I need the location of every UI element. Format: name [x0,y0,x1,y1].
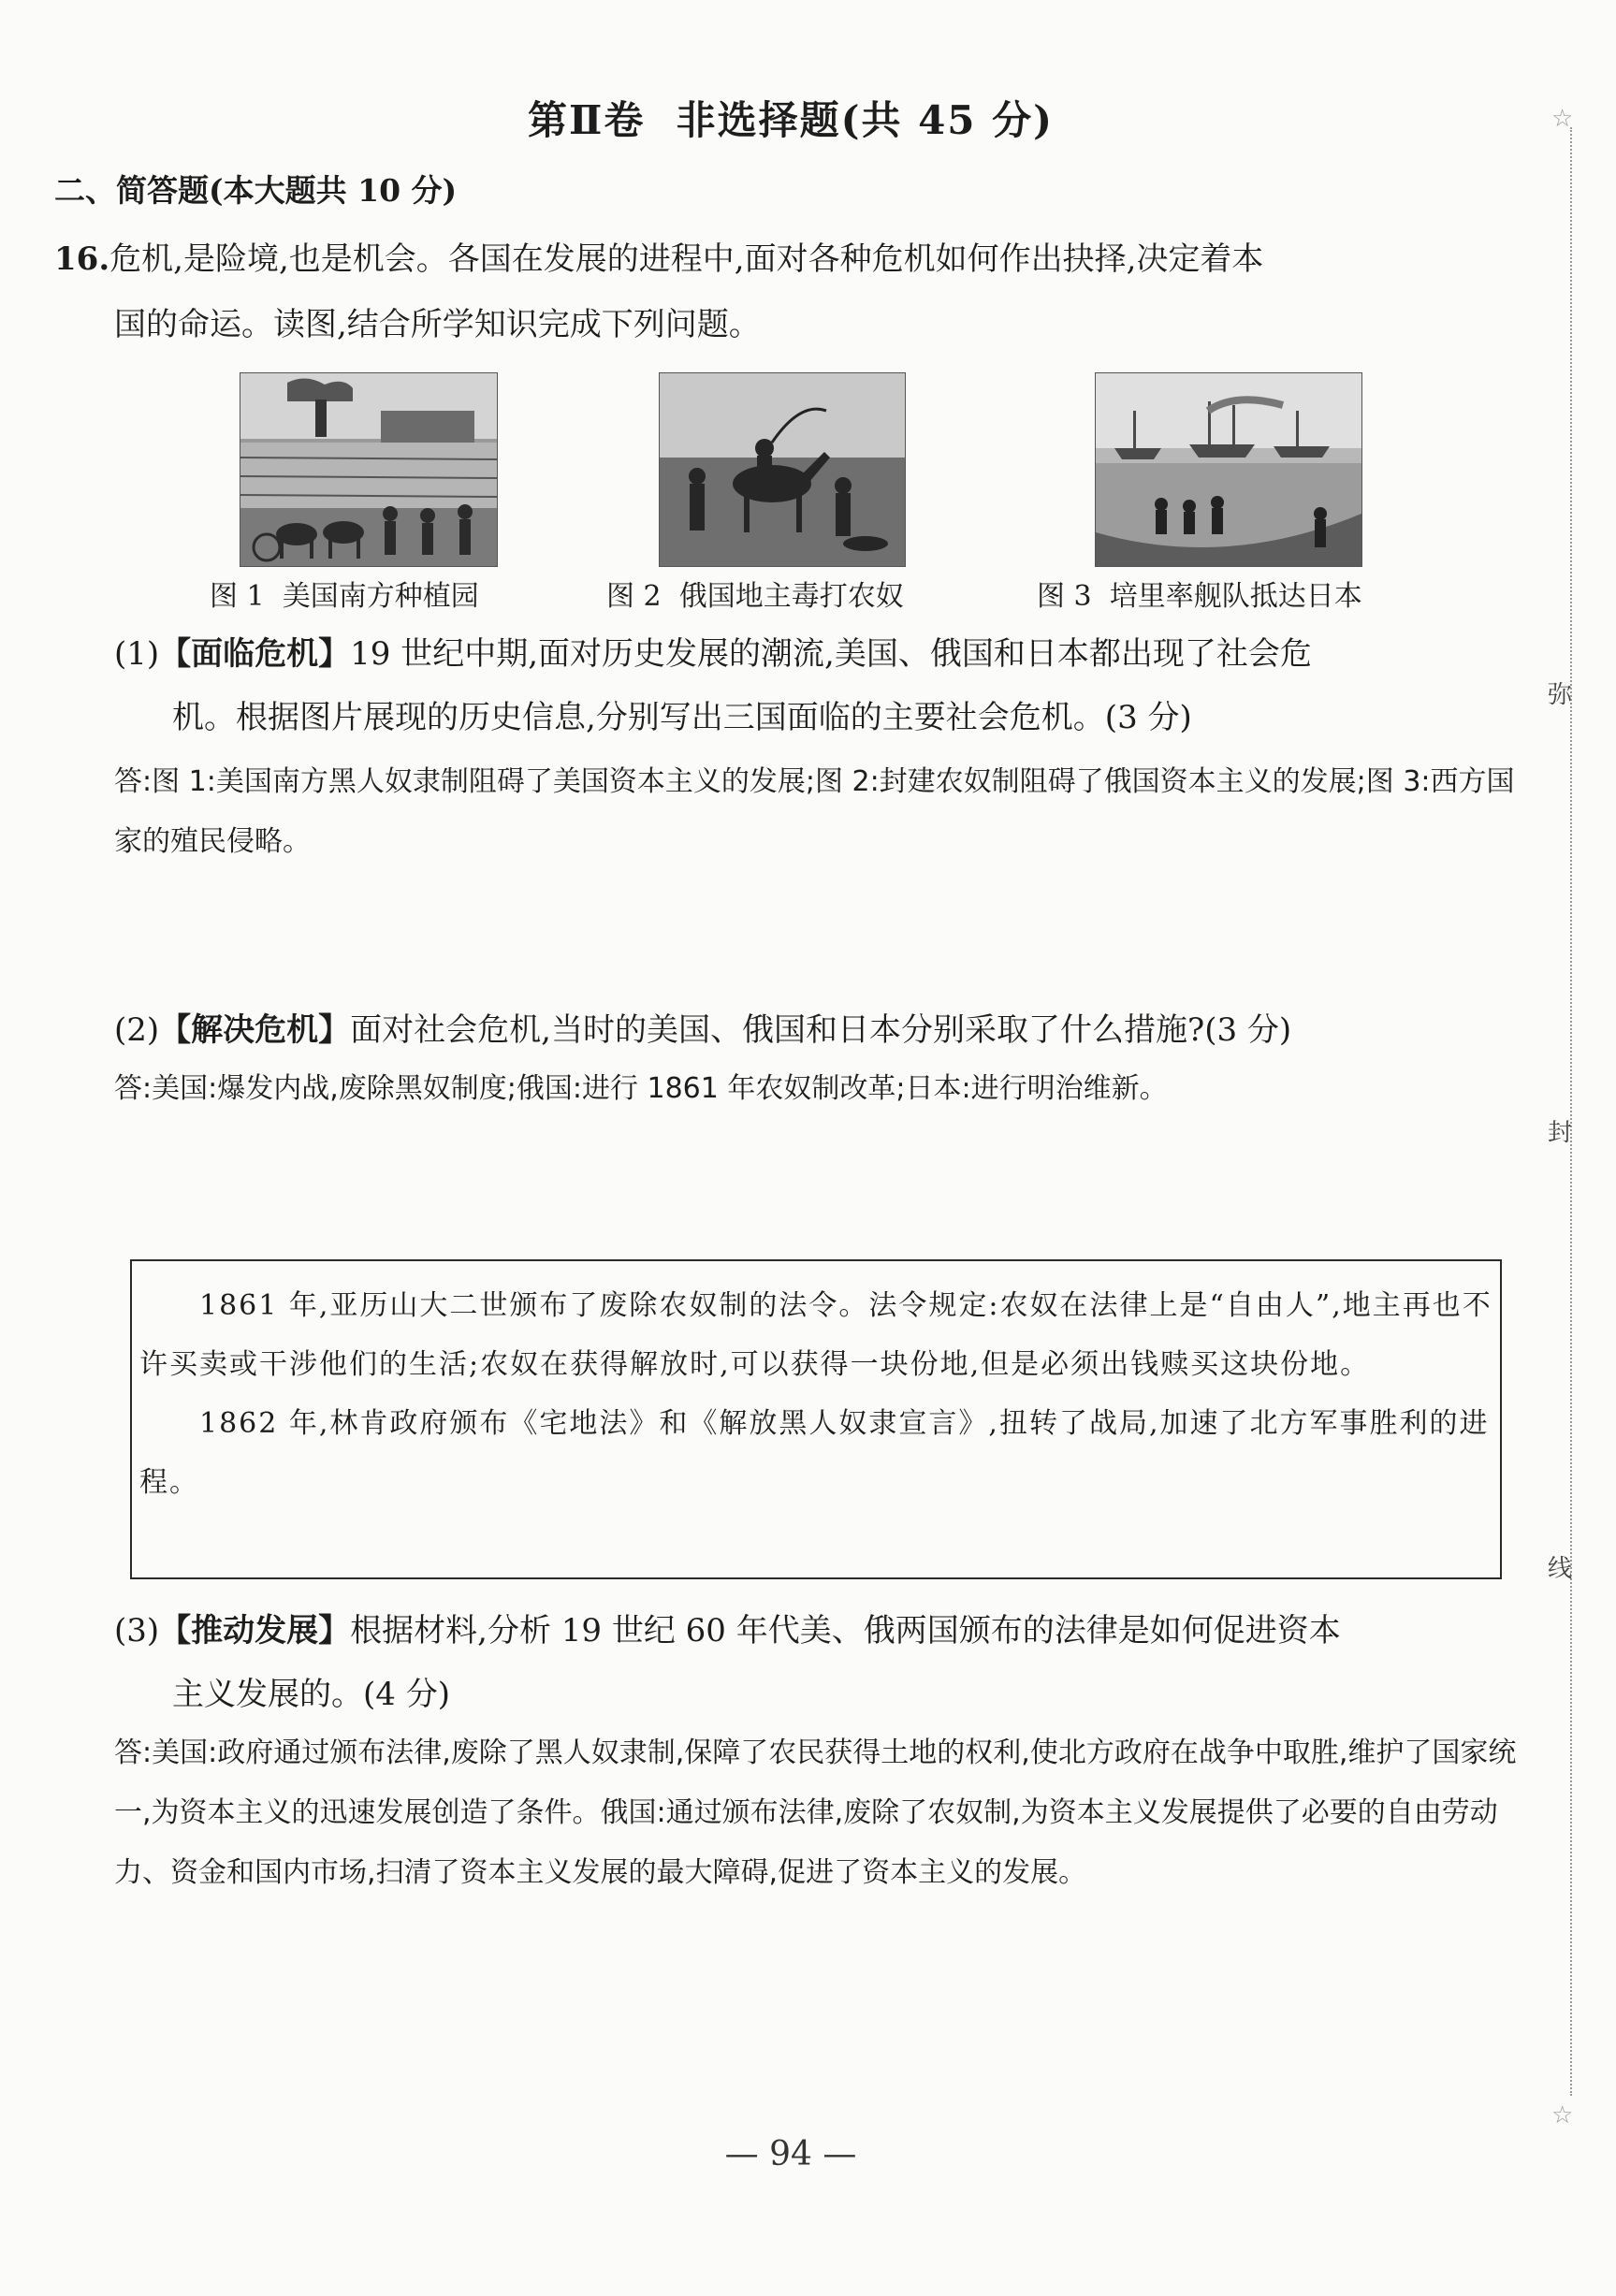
part-2-line1: 面对社会危机,当时的美国、俄国和日本分别采取了什么措施?(3 分) [350,1011,1292,1049]
figure-1-plantation [240,372,498,567]
margin-char-feng: 封 [1548,1119,1573,1147]
section-heading: 二、简答题(本大题共 10 分) [54,172,458,209]
page-title: 第Ⅱ卷 非选择题(共 45 分) [527,97,1055,143]
part-1-prompt [114,621,1536,687]
part-3-tag: 【推动发展】 [159,1612,351,1649]
question-intro-line1: 危机,是险境,也是机会。各国在发展的进程中,面对各种危机如何作出抉择,决定着本 [109,240,1264,278]
figure-2-caption: 图 2 俄国地主毒打农奴 [606,580,904,613]
material-paragraph-1: 1861 年,亚历山大二世颁布了废除农奴制的法令。法令规定:农奴在法律上是“自由人”,地主再也不许买卖或干涉他们的生活;农奴在获得解放时,可以获得一块份地,但是必须出钱赎买这块份地。 [139,1289,1492,1381]
part-1-line1: 19 世纪中期,面对历史发展的潮流,美国、俄国和日本都出现了社会危 [350,635,1312,673]
part-1-tag: 【面临危机】 [159,635,351,673]
material-paragraph-2: 1862 年,林肯政府颁布《宅地法》和《解放黑人奴隶宣言》,扭转了战局,加速了北方军事胜利的进程。 [139,1407,1490,1499]
part-1-line2: 机。根据图片展现的历史信息,分别写出三国面临的主要社会危机。(3 分) [172,699,1192,736]
material-box [130,1259,1502,1579]
margin-char-xian: 线 [1548,1555,1573,1583]
part-2-prompt [114,997,1291,1063]
star-icon: ☆ [1551,2101,1574,2129]
part-3-line1: 根据材料,分析 19 世纪 60 年代美、俄两国颁布的法律是如何促进资本 [350,1612,1341,1649]
part-2-answer: 答:美国:爆发内战,废除黑奴制度;俄国:进行 1861 年农奴制改革;日本:进行明治维新。 [114,1072,1168,1105]
part-3-answer: 答:美国:政府通过颁布法律,废除了黑人奴隶制,保障了农民获得土地的权利,使北方政府在战争中取胜,维护了国家统一,为资本主义的迅速发展创造了条件。俄国:通过颁布法律,废除了农奴制,为资本主义发展提供了必要的自由劳动力、资金和国内市场,扫清了资本主义发展的最大障碍,促进了资本主义的发展。 [114,1737,1517,1889]
question-number: 16. [54,240,110,278]
page-number: — 94 — [724,2135,857,2173]
figure-2-serf-beating [659,372,906,567]
question-intro-line2: 国的命运。读图,结合所学知识完成下列问题。 [114,306,761,343]
part-1-answer: 答:图 1:美国南方黑人奴隶制阻碍了美国资本主义的发展;图 2:封建农奴制阻碍了俄国资本主义的发展;图 3:西方国家的殖民侵略。 [114,765,1515,858]
star-icon: ☆ [1551,105,1574,133]
figure-3-caption: 图 3 培里率舰队抵达日本 [1037,580,1362,613]
figure-1-caption: 图 1 美国南方种植园 [210,580,479,613]
part-2-tag: 【解决危机】 [159,1011,351,1049]
part-3-line2: 主义发展的。(4 分) [172,1676,450,1713]
binding-margin-line [1570,127,1572,2096]
part-1-label: (1) [114,635,160,673]
part-3-label: (3) [114,1612,160,1649]
part-3-prompt [114,1598,1341,1664]
margin-char-mi: 弥 [1548,681,1573,709]
question-16-intro [54,226,1533,292]
figure-3-perry-fleet [1095,372,1362,567]
part-2-label: (2) [114,1011,160,1049]
